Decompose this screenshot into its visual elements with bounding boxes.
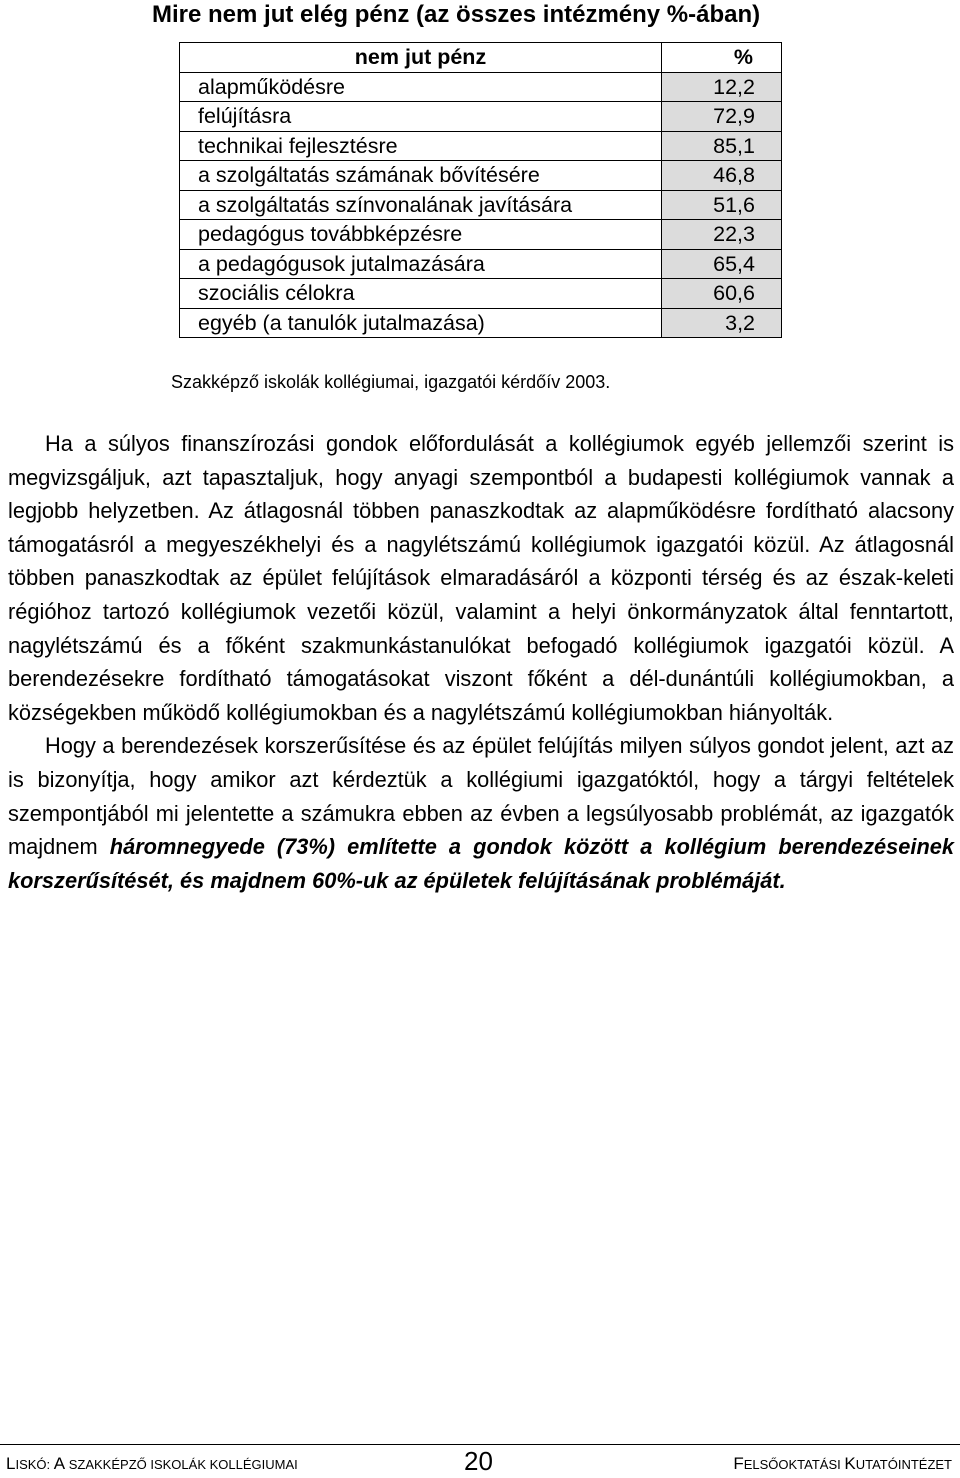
page-footer — [0, 1448, 960, 1475]
paragraph-2 — [8, 729, 954, 897]
footer-right-cap-2: K — [844, 1454, 856, 1473]
table-row — [180, 72, 782, 102]
row-label: a szolgáltatás számának bővítésére — [180, 161, 662, 191]
body-text — [8, 427, 954, 897]
row-value: 3,2 — [662, 308, 782, 338]
source-note: Szakképző iskolák kollégiumai, igazgatói kérdőív 2003. — [171, 372, 611, 392]
page-number: 20 — [464, 1446, 493, 1476]
table-row — [180, 131, 782, 161]
row-label: pedagógus továbbképzésre — [180, 220, 662, 250]
row-label: felújításra — [180, 102, 662, 132]
table-row — [180, 102, 782, 132]
row-value: 85,1 — [662, 131, 782, 161]
footer-left-cap-2: A — [53, 1454, 66, 1473]
page-title: Mire nem jut elég pénz (az összes intézmény %-ában) — [152, 1, 761, 28]
row-value: 72,9 — [662, 102, 782, 132]
row-value: 12,2 — [662, 72, 782, 102]
row-value: 46,8 — [662, 161, 782, 191]
row-value: 60,6 — [662, 279, 782, 309]
footer-left-small-1: ISKÓ: — [15, 1457, 54, 1472]
row-value: 22,3 — [662, 220, 782, 250]
footer-right-small-2: UTATÓINTÉZET — [855, 1457, 952, 1472]
footer-left-small-2: SZAKKÉPZŐ ISKOLÁK KOLLÉGIUMAI — [65, 1457, 298, 1472]
footer-right-cap-1: F — [733, 1454, 744, 1473]
row-label: a pedagógusok jutalmazására — [180, 249, 662, 279]
table-row — [180, 279, 782, 309]
paragraph-2-emphasis: háromnegyede (73%) említette a gondok között a kollégium berendezéseinek korszerűsítését, és majdnem 60%-uk az épületek felújításának problémáját. — [8, 834, 954, 893]
table-row — [180, 220, 782, 250]
header-value: % — [662, 43, 782, 73]
row-label: egyéb (a tanulók jutalmazása) — [180, 308, 662, 338]
row-label: alapműködésre — [180, 72, 662, 102]
paragraph-2-text: Hogy a berendezések korszerűsítése és az épület felújítás milyen súlyos gondot jelent, azt az is bizonyítja, hogy amikor azt kérdeztük a kollégiumi igazgatóktól, hogy a tárgyi feltételek szempontjából mi jelentette a számukra ebben az évben a legsúlyosabb problémát, az igazgatók majdnem — [8, 733, 954, 860]
table-row — [180, 161, 782, 191]
table-row — [180, 190, 782, 220]
row-value: 65,4 — [662, 249, 782, 279]
footer-right-small-1: ELSŐOKTATÁSI — [743, 1457, 845, 1472]
row-value: 51,6 — [662, 190, 782, 220]
table-row — [180, 249, 782, 279]
row-label: szociális célokra — [180, 279, 662, 309]
row-label: technikai fejlesztésre — [180, 131, 662, 161]
footer-left-title — [6, 1450, 298, 1478]
paragraph-1: Ha a súlyos finanszírozási gondok előfordulását a kollégiumok egyéb jellemzői szerint is megvizsgáljuk, azt tapasztaljuk, hogy anyagi szempontból a budapesti kollégiumok vannak a legjobb helyzetben. Az átlagosnál többen panaszkodtak az alapműködésre fordítható alacsony támogatásról a megyeszékhelyi és a nagylétszámú kollégiumok igazgatói közül. Az átlagosnál többen panaszkodtak az épület felújítások elmaradásáról a központi térség és az észak-keleti régióhoz tartozó kollégiumok vezetői közül, valamint a helyi önkormányzatok által fenntartott, nagylétszámú és a főként szakmunkástanulókat befogadó kollégiumok igazgatói közül. A berendezésekre fordítható támogatásokat viszont főként a dél-dunántúli kollégiumokban, a községekben működő kollégiumokban és a nagylétszámú kollégiumokban hiányolták. — [8, 431, 954, 725]
footer-right-institute — [733, 1450, 952, 1478]
funding-table — [179, 42, 782, 338]
header-label: nem jut pénz — [180, 43, 662, 73]
table-row — [180, 308, 782, 338]
table-header-row — [180, 43, 782, 73]
footer-left-cap-1: L — [6, 1454, 16, 1473]
row-label: a szolgáltatás színvonalának javítására — [180, 190, 662, 220]
